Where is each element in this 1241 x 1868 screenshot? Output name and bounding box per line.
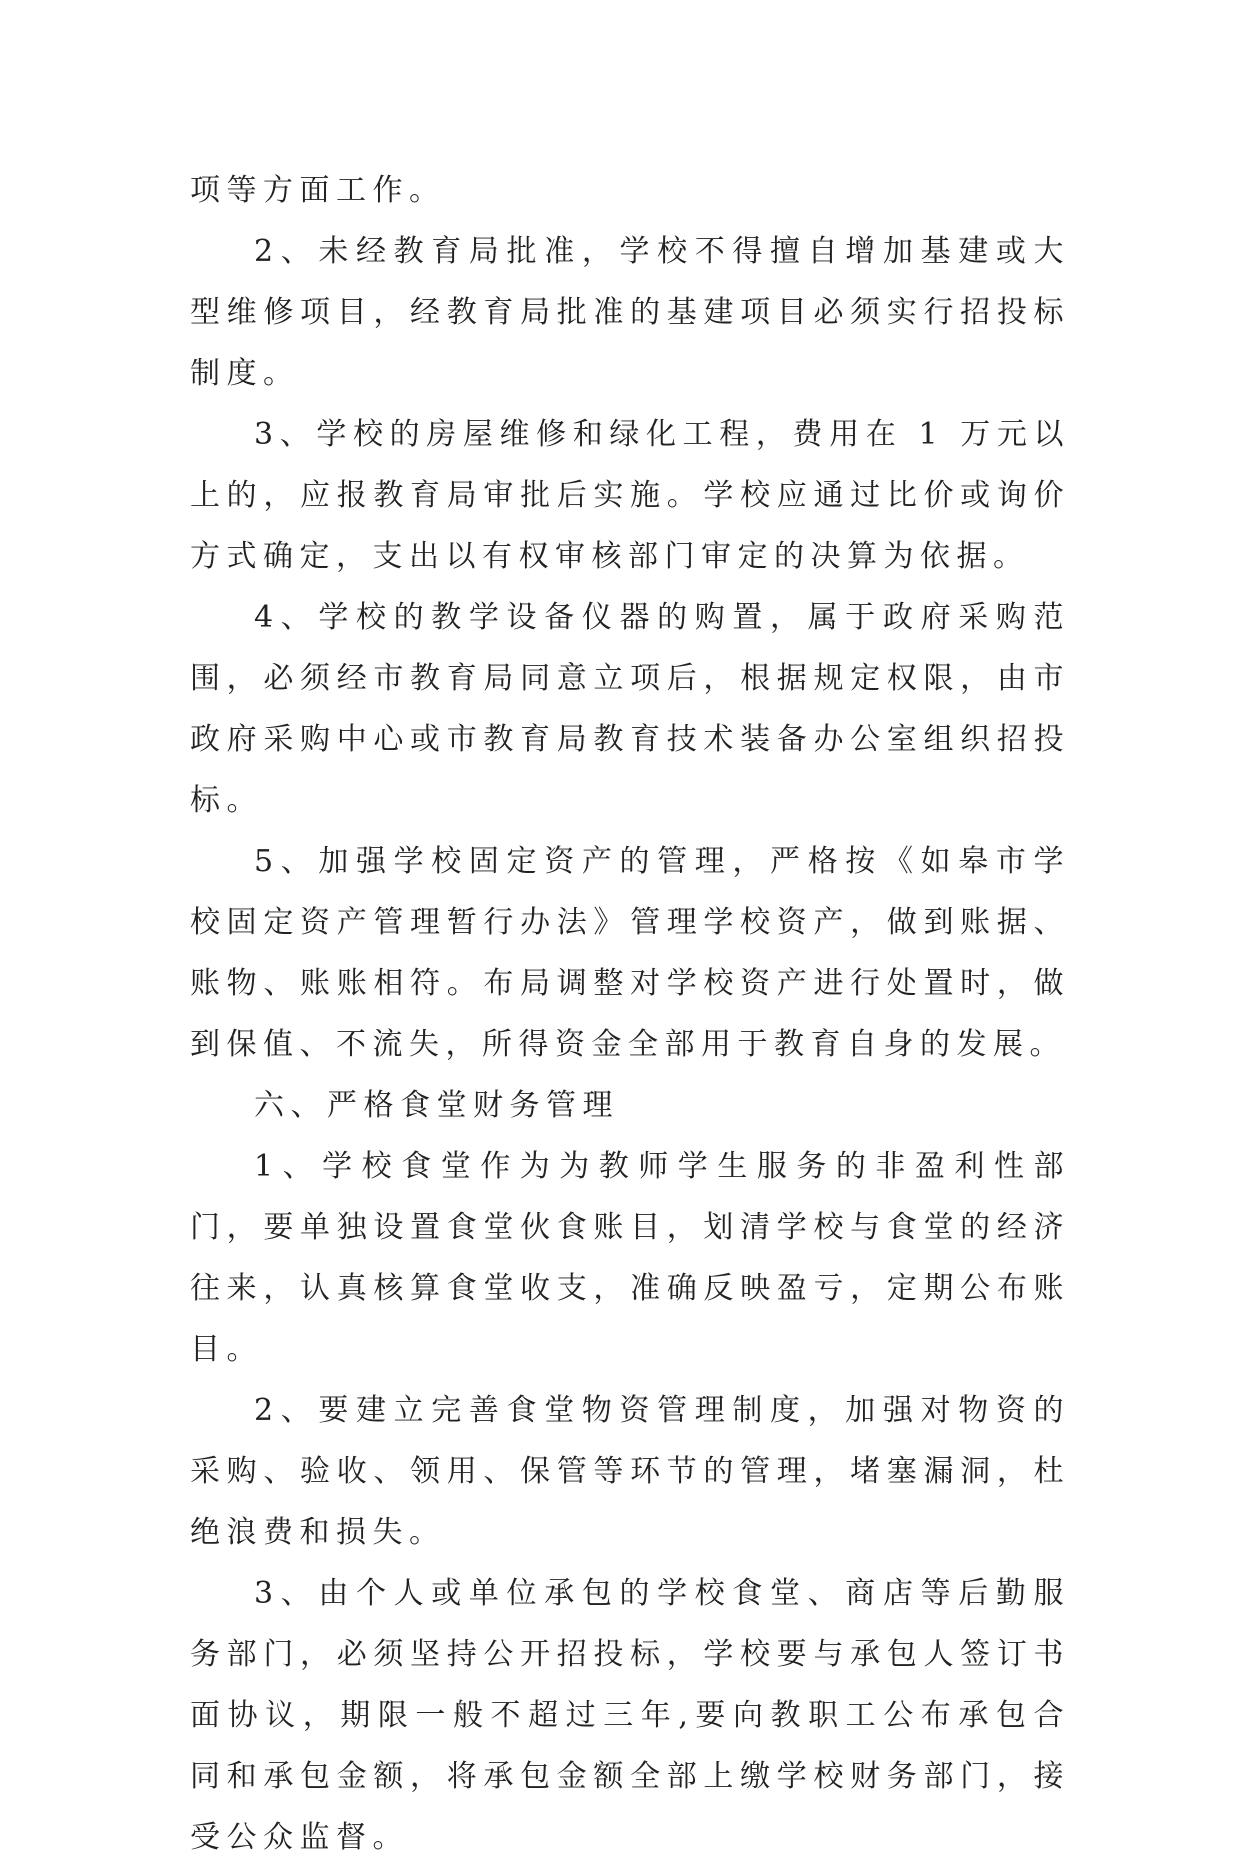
section-heading-canteen: 六、严格食堂财务管理 — [254, 1088, 619, 1123]
paragraph-canteen-item-3: 3、由个人或单位承包的学校食堂、商店等后勤服务部门，必须坚持公开招投标，学校要与承包人签订书面协议，期限一般不超过三年,要向教职工公布承包合同和承包金额，将承包金额全部上缴学校财务部门，接受公众监督。 — [190, 1576, 1070, 1855]
document-body — [190, 160, 1070, 1868]
paragraph-item-3-maintenance: 3、学校的房屋维修和绿化工程，费用在 1 万元以上的，应报教育局审批后实施。学校应通过比价或询价方式确定，支出以有权审核部门审定的决算为依据。 — [190, 417, 1070, 574]
paragraph-continuation: 项等方面工作。 — [190, 173, 446, 208]
paragraph-canteen-item-2: 2、要建立完善食堂物资管理制度，加强对物资的采购、验收、领用、保管等环节的管理，堵塞漏洞，杜绝浪费和损失。 — [190, 1393, 1070, 1550]
paragraph-item-4-equipment: 4、学校的教学设备仪器的购置，属于政府采购范围，必须经市教育局同意立项后，根据规定权限，由市政府采购中心或市教育局教育技术装备办公室组织招投标。 — [190, 600, 1070, 818]
paragraph-item-5-fixed-assets: 5、加强学校固定资产的管理，严格按《如皋市学校固定资产管理暂行办法》管理学校资产，做到账据、账物、账账相符。布局调整对学校资产进行处置时，做到保值、不流失，所得资金全部用于教育自身的发展。 — [190, 844, 1070, 1062]
paragraph-item-2-construction: 2、未经教育局批准，学校不得擅自增加基建或大型维修项目，经教育局批准的基建项目必须实行招投标制度。 — [190, 234, 1070, 391]
paragraph-canteen-item-1: 1、学校食堂作为为教师学生服务的非盈利性部门，要单独设置食堂伙食账目，划清学校与食堂的经济往来，认真核算食堂收支，准确反映盈亏，定期公布账目。 — [190, 1149, 1070, 1367]
